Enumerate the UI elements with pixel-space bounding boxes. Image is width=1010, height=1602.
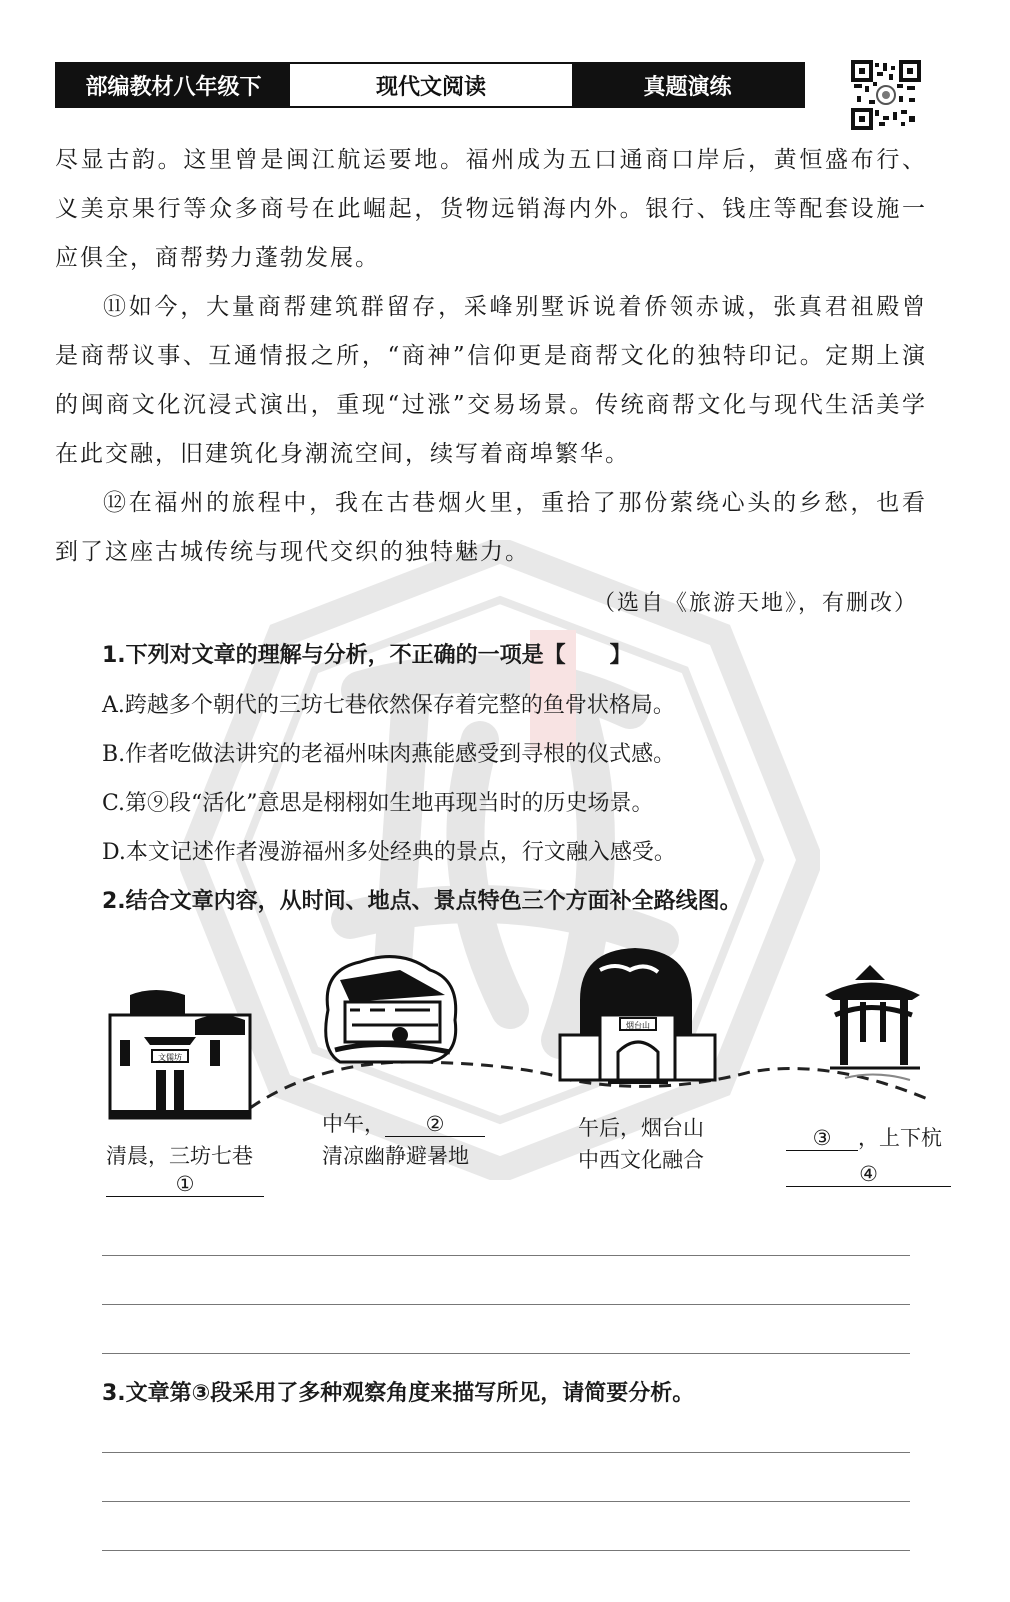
pavilion-archway-icon — [825, 965, 920, 1080]
question-1-option-c: C.第⑨段“活化”意思是栩栩如生地再现当时的历史场景。 — [102, 791, 654, 816]
yantai-mountain-gate-icon — [560, 948, 715, 1084]
qr-code-icon — [851, 60, 921, 130]
question-3-stem: 3.文章第③段采用了多种观察角度来描写所见，请简要分析。 — [102, 1381, 695, 1406]
question-1-option-b: B.作者吃做法讲究的老福州味肉燕能感受到寻根的仪式感。 — [102, 742, 676, 767]
route-map — [100, 940, 960, 1210]
passage-paragraph-12: ⑫在福州的旅程中，我在古巷烟火里，重拾了那份萦绕心头的乡愁，也看到了这座古城传统与现代交织的独特魅力。 — [55, 490, 927, 565]
stop-3-feature: 中西文化融合 — [578, 1148, 704, 1172]
passage — [55, 136, 927, 577]
stop-1-answer-blank[interactable] — [106, 1172, 264, 1197]
stop-2-prefix: 中午， — [322, 1112, 385, 1136]
stop-4-answer-blank[interactable] — [786, 1162, 951, 1187]
mountain-villa-icon — [326, 957, 456, 1062]
blank-2[interactable]: ② — [385, 1112, 485, 1137]
question-1-option-a: A.跨越多个朝代的三坊七巷依然保存着完整的鱼骨状格局。 — [102, 693, 675, 718]
stop-4-label — [786, 1122, 942, 1152]
stop-3-label: 午后，烟台山 — [578, 1116, 704, 1140]
sign-text: 文儒坊 — [158, 1053, 182, 1062]
stop-1-label: 清晨，三坊七巷 — [106, 1144, 253, 1168]
answer-line[interactable] — [102, 1550, 910, 1551]
gate-text: 烟台山 — [626, 1021, 650, 1030]
stop-4-suffix: ，上下杭 — [858, 1126, 942, 1150]
answer-line[interactable] — [102, 1304, 910, 1305]
answer-line[interactable] — [102, 1353, 910, 1354]
stop-2-feature: 清凉幽静避暑地 — [322, 1144, 469, 1168]
passage-paragraph-11: ⑪如今，大量商帮建筑群留存，采峰别墅诉说着侨领赤诚，张真君祖殿曾是商帮议事、互通情报之所，“商神”信仰更是商帮文化的独特印记。定期上演的闽商文化沉浸式演出，重现“过涨”交易场景。传统商帮文化与现代生活美学在此交融，旧建筑化身潮流空间，续写着商埠繁华。 — [55, 294, 927, 467]
blank-1: ① — [106, 1172, 264, 1197]
header-subject: 现代文阅读 — [290, 64, 572, 106]
stop-2-label — [322, 1108, 485, 1138]
header-grade: 部编教材八年级下 — [57, 64, 290, 106]
sanfang-qixiang-house-icon — [110, 990, 250, 1118]
header-bar — [55, 62, 805, 108]
answer-line[interactable] — [102, 1255, 910, 1256]
blank-4: ④ — [786, 1162, 951, 1187]
blank-3[interactable]: ③ — [786, 1126, 858, 1151]
passage-source: （选自《旅游天地》，有删改） — [592, 591, 918, 616]
passage-paragraph: 尽显古韵。这里曾是闽江航运要地。福州成为五口通商口岸后，黄恒盛布行、义美京果行等众多商号在此崛起，货物远销海内外。银行、钱庄等配套设施一应俱全，商帮势力蓬勃发展。 — [55, 147, 927, 271]
question-1-stem: 1.下列对文章的理解与分析，不正确的一项是【 】 — [102, 643, 632, 668]
header-practice: 真题演练 — [572, 64, 803, 106]
answer-line[interactable] — [102, 1452, 910, 1453]
question-1-option-d: D.本文记述作者漫游福州多处经典的景点，行文融入感受。 — [102, 840, 676, 865]
question-2-stem: 2.结合文章内容，从时间、地点、景点特色三个方面补全路线图。 — [102, 889, 742, 914]
answer-line[interactable] — [102, 1501, 910, 1502]
